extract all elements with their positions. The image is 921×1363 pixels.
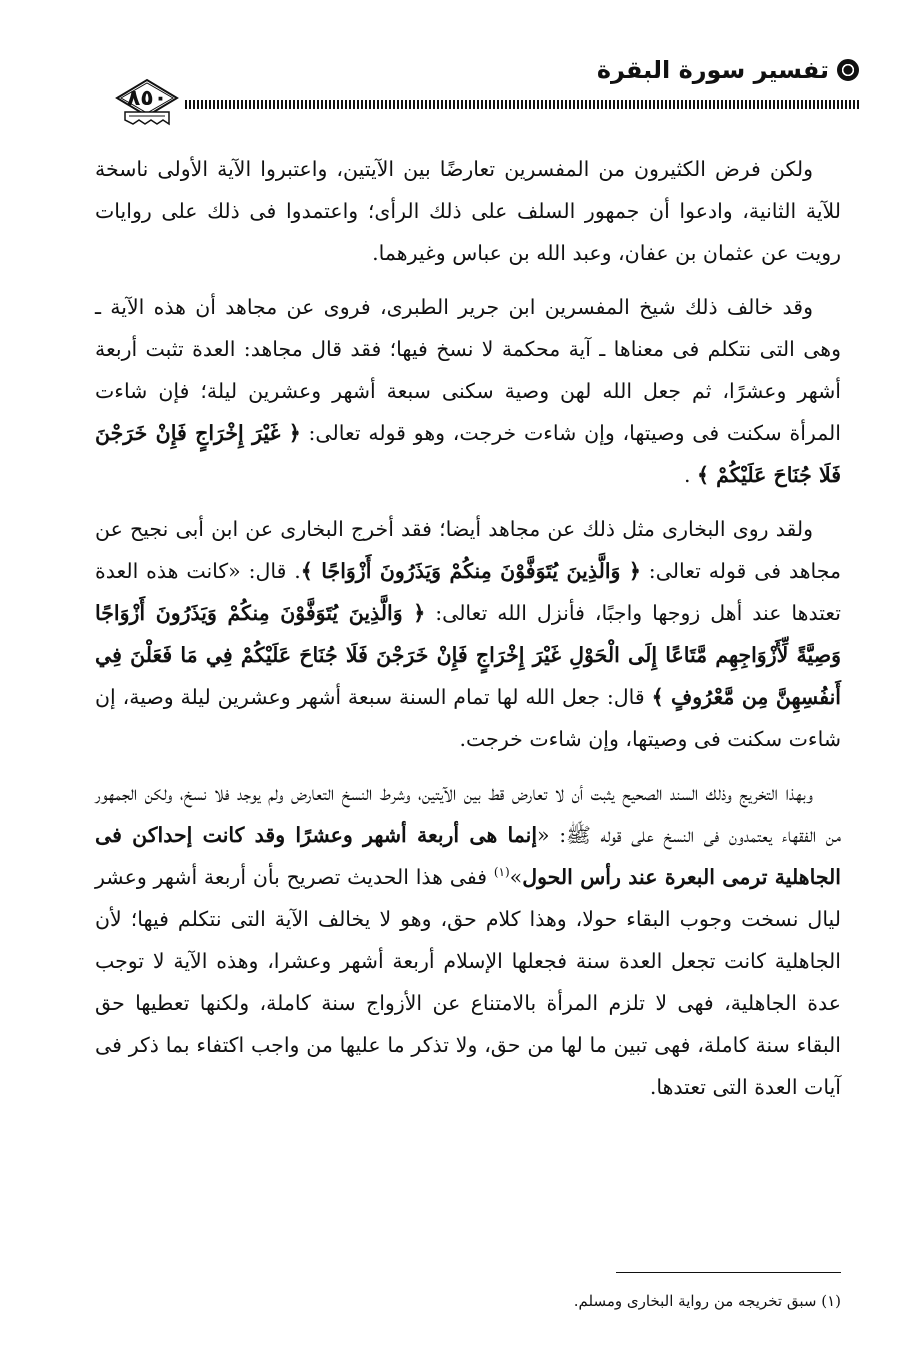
text-segment: وبهذا التخريج وذلك السند الصحيح يثبت أن لا تعارض قط بين الآيتين، وشرط النسخ التعارض ولم يوجد فلا نسخ، ولكن الجمهور من الفقهاء يعتمدون فى النسخ على قوله ﷺ: «: [95, 781, 841, 847]
quran-verse: ﴿ وَالَّذِينَ يُتَوَفَّوْنَ مِنكُمْ وَيَذَرُونَ أَزْوَاجًا وَصِيَّةً لِّأَزْوَاجِهِم مَّتَاعًا إِلَى الْحَوْلِ غَيْرَ إِخْرَاجٍ فَإِنْ خَرَجْنَ فَلَا جُنَاحَ عَلَيْكُمْ فِي مَا فَعَلْنَ فِي أَنفُسِهِنَّ مِن مَّعْرُوفٍ ﴾: [95, 601, 841, 709]
text-segment: قال: جعل الله لها تمام السنة سبعة أشهر وعشرين ليلة وصية، إن شاءت سكنت فى وصيتها، وإن شاءت خرجت.: [95, 685, 841, 751]
page-number-badge: [107, 76, 187, 134]
header-rule: [185, 100, 859, 109]
hadith-quote: إنما هى أربعة أشهر وعشرًا وقد كانت إحداكن فى الجاهلية ترمى البعرة عند رأس الحول: [95, 823, 841, 889]
footnote-rule: [616, 1272, 841, 1273]
ornament-icon: [837, 59, 859, 81]
quran-verse: ﴿ وَالَّذِينَ يُتَوَفَّوْنَ مِنكُمْ وَيَذَرُونَ أَزْوَاجًا ﴾: [300, 559, 641, 583]
page-header: [95, 48, 859, 143]
text-segment: »: [509, 865, 523, 889]
running-title: [597, 56, 859, 84]
text-segment: وقد خالف ذلك شيخ المفسرين ابن جرير الطبرى، فروى عن مجاهد أن هذه الآية ـ وهى التى نتكلم فى معناها ـ آية محكمة لا نسخ فيها؛ فقد قال مجاهد: العدة تثبت أربعة أشهر وعشرًا، ثم جعل الله لهن وصية سكنى سبعة أشهر وعشرين ليلة؛ فإن شاءت المرأة سكنت فى وصيتها، وإن شاءت خرجت، وهو قوله تعالى:: [95, 295, 841, 445]
text-segment: ولكن فرض الكثيرون من المفسرين تعارضًا بين الآيتين، واعتبروا الآية الأولى ناسخة للآية الثانية، وادعوا أن جمهور السلف على ذلك الرأى؛ واعتمدوا فى ذلك على روايات رويت عن عثمان بن عفان، وعبد الله بن عباس وغيرهما.: [95, 157, 841, 265]
quran-verse: ﴿ غَيْرَ إِخْرَاجٍ فَإِنْ خَرَجْنَ فَلَا جُنَاحَ عَلَيْكُمْ ﴾: [95, 421, 841, 487]
page-number: ٨٥٠: [126, 86, 168, 111]
paragraph: [95, 772, 841, 1108]
running-title-text: تفسير سورة البقرة: [596, 56, 829, 84]
paragraph: [95, 286, 841, 496]
footnote-marker: (١): [493, 865, 510, 880]
paragraph: [95, 148, 841, 274]
text-segment: ولقد روى البخارى مثل ذلك عن مجاهد أيضا؛ فقد أخرج البخارى عن ابن أبى نجيح عن مجاهد فى قوله تعالى:: [95, 517, 841, 583]
text-segment: . قال: «كانت هذه العدة تعتدها عند أهل زوجها واجبًا، فأنزل الله تعالى:: [95, 559, 841, 625]
text-segment: .: [683, 463, 698, 487]
body-text: [95, 148, 841, 1120]
paragraph: [95, 508, 841, 760]
footnote: (١) سبق تخريجه من رواية البخارى ومسلم.: [573, 1292, 841, 1310]
text-segment: ففى هذا الحديث تصريح بأن أربعة أشهر وعشر ليال نسخت وجوب البقاء حولا، وهذا كلام حق، وهو لا يخالف الآية التى نتكلم فيها؛ لأن الجاهلية كانت تجعل العدة سنة فجعلها الإسلام أربعة أشهر وعشرا، وهذه الآية لا توجب عدة الجاهلية، فهى لا تلزم المرأة بالامتناع عن الأزواج سنة كاملة، ولكنها تعطيها حق البقاء سنة كاملة، فهى تبين ما لها من حق، ولا تذكر ما عليها من واجب اكتفاء بما ذكر فى آيات العدة التى تعتدها.: [95, 865, 841, 1099]
